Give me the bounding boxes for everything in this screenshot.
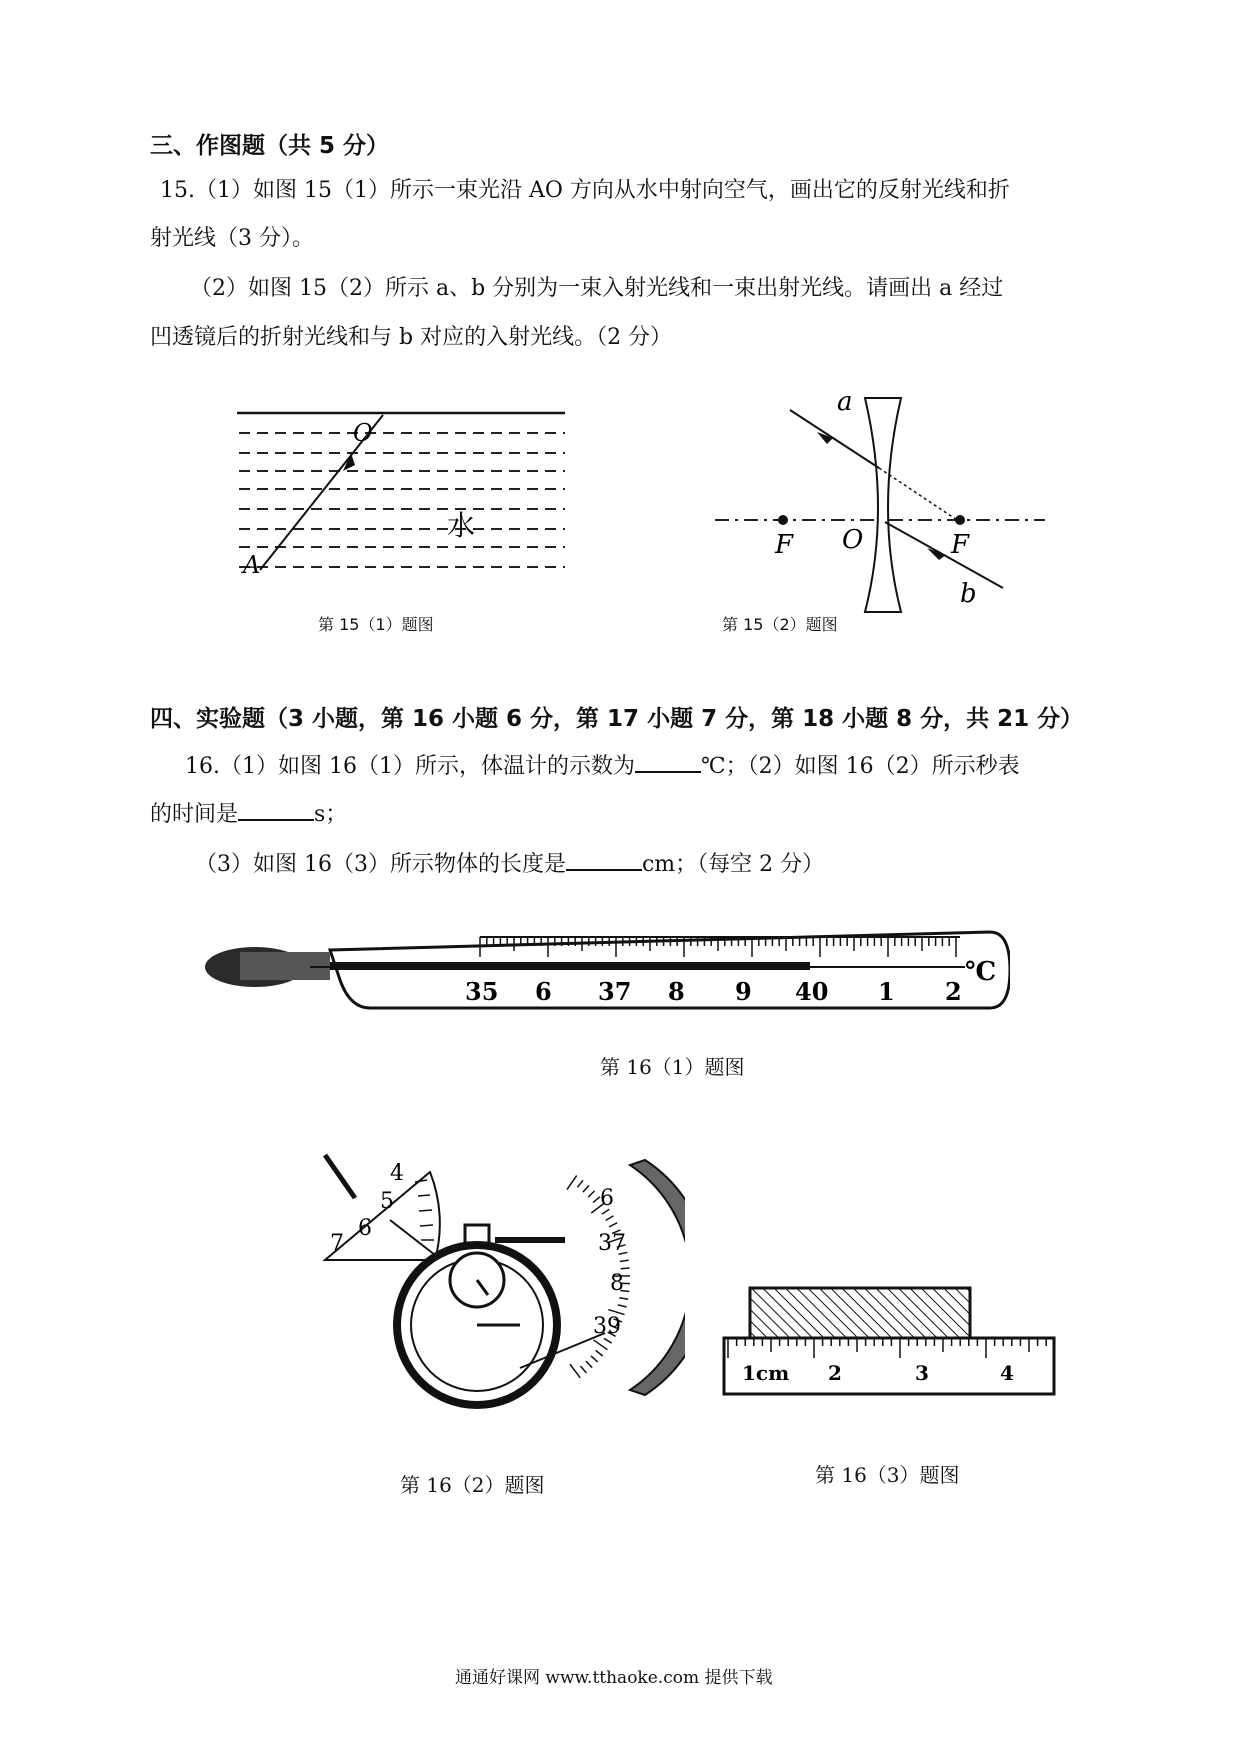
q15-1-line1: 15.（1）如图 15（1）所示一束光沿 AO 方向从水中射向空气，画出它的反射光线和折 [160,178,1010,203]
thermo-label: 2 [945,977,962,1006]
second-inset-tick [596,1350,603,1356]
second-inset-tick [620,1260,629,1261]
fig16-3-caption: 第 16（3）题图 [815,1463,960,1487]
minute-label: 6 [358,1216,372,1241]
section4-heading: 四、实验题（3 小题，第 16 小题 6 分，第 17 小题 7 分，第 18 小题 8 分，共 21 分） [150,706,1084,732]
label-a: a [837,390,853,417]
concave-lens [865,398,901,612]
label-f-left: F [775,530,794,560]
answer-blank-stopwatch[interactable] [238,797,314,821]
q15-2-line2: 凹透镜后的折射光线和与 b 对应的入射光线。（2 分） [150,325,673,350]
thermometer-unit: ℃ [965,957,997,987]
ruler-label: 2 [828,1361,842,1385]
thermo-label: 1 [878,977,895,1006]
second-dial-inset [630,1160,685,1395]
figure-16-2-stopwatch [315,1150,685,1410]
q16-line2: 的时间是 s； [150,797,347,830]
fig16-1-caption: 第 16（1）题图 [600,1055,745,1079]
minute-inset-pointer [325,1155,355,1198]
second-inset-tick [577,1180,583,1187]
second-inset-tick [606,1216,614,1220]
label-o: O [353,419,373,447]
q15-1-line2: 射光线（3 分）。 [150,226,314,251]
thermo-label: 35 [465,977,499,1006]
ray-a-extension [879,468,960,522]
label-f-right: F [951,530,970,560]
second-inset-tick [593,1340,607,1350]
second-inset-tick [618,1305,627,1307]
fig15-1-caption: 第 15（1）题图 [318,615,434,634]
second-inset-tick [619,1298,628,1300]
minute-label: 7 [330,1231,344,1256]
ray-a [790,410,879,468]
fig16-2-caption: 第 16（2）题图 [400,1473,545,1497]
thermo-label: 8 [668,977,685,1006]
second-inset-tick [591,1356,598,1362]
label-o: O [842,525,864,555]
thermo-label: 9 [735,977,752,1006]
second-inset-tick [580,1366,586,1373]
thermo-label: 40 [795,977,829,1006]
q16-line1: 16.（1）如图 16（1）所示，体温计的示数为 ℃；（2）如图 16（2）所示秒表 [185,749,1020,782]
figure-15-1 [225,395,570,590]
section3-heading: 三、作图题（共 5 分） [150,133,390,159]
second-label: 37 [598,1231,626,1256]
stopwatch-crown[interactable] [465,1225,489,1243]
figure-16-1-thermometer [200,920,1010,1020]
label-a: A [243,551,261,579]
second-label: 6 [600,1186,614,1211]
thermo-label: 37 [598,977,632,1006]
second-inset-tick [604,1338,612,1343]
label-b: b [960,579,977,609]
focus-left-dot [778,515,788,525]
q15-2-line1: （2）如图 15（2）所示 a、b 分别为一束入射光线和一束出射光线。请画出 a 经过 [190,276,1004,301]
water-dash-lines [239,433,565,567]
q16-line3: （3）如图 16（3）所示物体的长度是 cm；（每空 2 分） [195,847,824,880]
measured-block [750,1288,970,1338]
answer-blank-thermometer[interactable] [635,749,701,773]
thermo-label: 6 [535,977,552,1006]
focus-right-dot [955,515,965,525]
minute-label: 5 [380,1189,394,1214]
answer-blank-length[interactable] [566,847,642,871]
ruler-label: 3 [915,1361,929,1385]
second-inset-tick [593,1197,600,1203]
second-label: 39 [593,1314,621,1339]
label-water: 水 [447,509,476,542]
second-label: 8 [610,1271,624,1296]
ruler-label: 4 [1000,1361,1014,1385]
second-inset-tick [609,1223,617,1227]
minute-label: 4 [390,1161,404,1186]
second-inset-tick [588,1191,594,1197]
footer-source: 通通好课网 www.tthaoke.com 提供下载 [455,1668,773,1688]
ruler-label: 1cm [742,1361,790,1385]
mercury-column [330,962,810,970]
second-inset-tick [570,1364,580,1378]
second-inset-tick [583,1185,589,1192]
second-inset-tick [586,1361,592,1367]
figure-16-3-ruler [720,1280,1060,1400]
second-inset-tick [567,1176,577,1190]
fig15-2-caption: 第 15（2）题图 [722,615,838,634]
second-inset-tick [621,1268,630,1269]
figure-15-2 [705,390,1050,615]
